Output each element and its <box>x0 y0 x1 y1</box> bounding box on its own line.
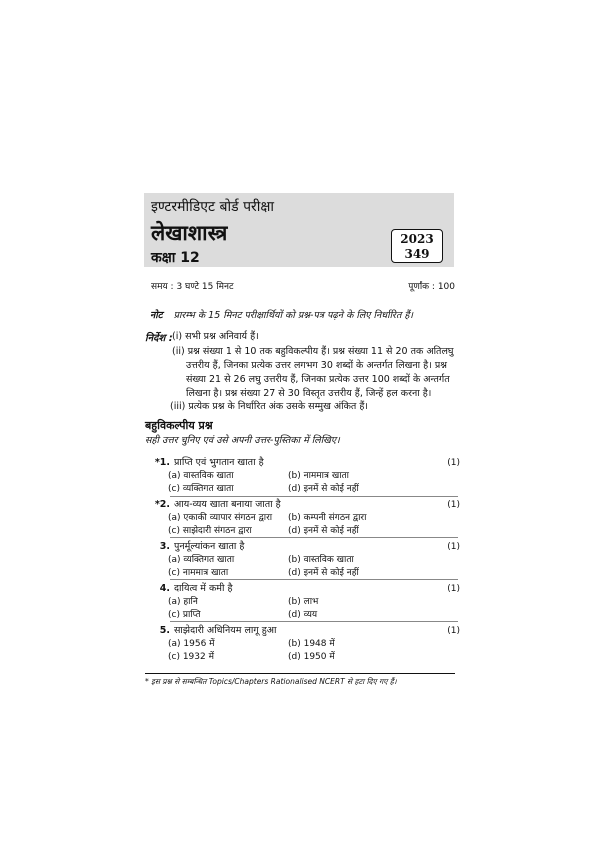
option-b: (b) कम्पनी संगठन द्वारा <box>288 513 367 523</box>
option-c: (c) साझेदारी संगठन द्वारा <box>168 526 252 536</box>
option-a: (a) एकाकी व्यापार संगठन द्वारा <box>168 513 273 523</box>
question-marks: (1) <box>447 542 460 552</box>
note-label: नोट <box>150 310 163 321</box>
question-number: *1. <box>154 457 170 468</box>
option-d: (d) व्यय <box>288 610 318 620</box>
subject-title: लेखाशास्त्र <box>151 221 228 245</box>
footnote: * इस प्रश्न से सम्बन्धित Topics/Chapters Rationalised NCERT से हटा दिए गए हैं। <box>145 677 397 686</box>
question-number: *2. <box>154 499 170 510</box>
question-divider <box>170 579 458 580</box>
instruction-item <box>172 345 462 401</box>
option-c: (c) प्राप्ति <box>168 610 201 620</box>
instruction-num: (iii) <box>170 401 186 412</box>
note <box>150 308 460 321</box>
question-divider <box>170 621 458 622</box>
class-label: कक्षा 12 <box>151 250 200 266</box>
question-marks: (1) <box>447 584 460 594</box>
option-c: (c) नाममात्र खाता <box>168 568 229 578</box>
instruction-line: लिखना है। प्रश्न संख्या 27 से 30 विस्तृत उत्तरीय हैं, जिन्हें हल करना है। <box>186 388 432 399</box>
question-4 <box>150 582 460 622</box>
section-title: बहुविकल्पीय प्रश्न <box>145 419 213 432</box>
instruction-num: (i) <box>172 331 183 342</box>
question-text: आय-व्यय खाता बनाया जाता है <box>174 499 281 510</box>
question-text: पुनर्मूल्यांकन खाता है <box>174 541 245 552</box>
option-d: (d) इनमें से कोई नहीं <box>288 568 359 578</box>
question-number: 4. <box>159 583 170 594</box>
option-a: (a) वास्तविक खाता <box>168 471 234 481</box>
option-a: (a) हानि <box>168 597 198 607</box>
option-b: (b) लाभ <box>288 597 319 607</box>
instruction-line: प्रत्येक प्रश्न के निर्धारित अंक उसके सम्मुख अंकित हैं। <box>188 401 368 412</box>
option-d: (d) इनमें से कोई नहीं <box>288 484 359 494</box>
question-3 <box>150 540 460 580</box>
instructions-label: निर्देश : <box>145 333 173 344</box>
option-c: (c) व्यक्तिगत खाता <box>168 484 234 494</box>
max-marks: पूर्णांक : 100 <box>408 282 455 292</box>
question-divider <box>170 537 458 538</box>
question-divider <box>170 496 458 497</box>
option-b: (b) वास्तविक खाता <box>288 555 354 565</box>
question-5 <box>150 624 460 664</box>
time-allowed: समय : 3 घण्टे 15 मिनट <box>151 282 234 292</box>
option-a: (a) व्यक्तिगत खाता <box>168 555 235 565</box>
option-d: (d) इनमें से कोई नहीं <box>288 526 359 536</box>
question-2 <box>150 498 460 538</box>
instruction-item <box>172 330 259 344</box>
instruction-line: संख्या 21 से 26 लघु उत्तरीय हैं, जिनका प्रत्येक उत्तर 100 शब्दों के अन्तर्गत <box>186 374 450 385</box>
question-text: साझेदारी अधिनियम लागू हुआ <box>174 625 277 636</box>
paper-code-box <box>391 229 443 263</box>
option-d: (d) 1950 में <box>288 652 335 662</box>
exam-name: इण्टरमीडिएट बोर्ड परीक्षा <box>151 199 275 215</box>
note-text: प्रारम्भ के 15 मिनट परीक्षार्थियों को प्रश्न-पत्र पढ़ने के लिए निर्धारित हैं। <box>173 310 414 321</box>
question-marks: (1) <box>447 458 460 468</box>
question-1 <box>150 456 460 496</box>
instruction-item <box>170 400 368 414</box>
instruction-num: (ii) <box>172 346 185 357</box>
instruction-line: सभी प्रश्न अनिवार्य हैं। <box>185 331 259 342</box>
option-c: (c) 1932 में <box>168 652 214 662</box>
paper-year: 2023 <box>400 232 434 246</box>
question-marks: (1) <box>447 500 460 510</box>
paper-code: 349 <box>404 247 430 261</box>
question-marks: (1) <box>447 626 460 636</box>
instruction-line: उत्तरीय हैं, जिनका प्रत्येक उत्तर लगभग 30 शब्दों के अन्तर्गत लिखना है। प्रश्न <box>186 360 447 371</box>
footnote-divider <box>145 673 455 674</box>
section-subtitle: सही उत्तर चुनिए एवं उसे अपनी उत्तर-पुस्तिका में लिखिए। <box>145 435 340 446</box>
question-number: 5. <box>159 625 170 636</box>
option-a: (a) 1956 में <box>168 639 215 649</box>
option-b: (b) नाममात्र खाता <box>288 471 350 481</box>
instruction-line: प्रश्न संख्या 1 से 10 तक बहुविकल्पीय हैं। प्रश्न संख्या 11 से 20 तक अतिलघु <box>187 346 454 357</box>
question-text: दायित्व में कमी है <box>174 583 233 594</box>
question-text: प्राप्ति एवं भुगतान खाता है <box>174 457 264 468</box>
option-b: (b) 1948 में <box>288 639 335 649</box>
question-number: 3. <box>159 541 170 552</box>
